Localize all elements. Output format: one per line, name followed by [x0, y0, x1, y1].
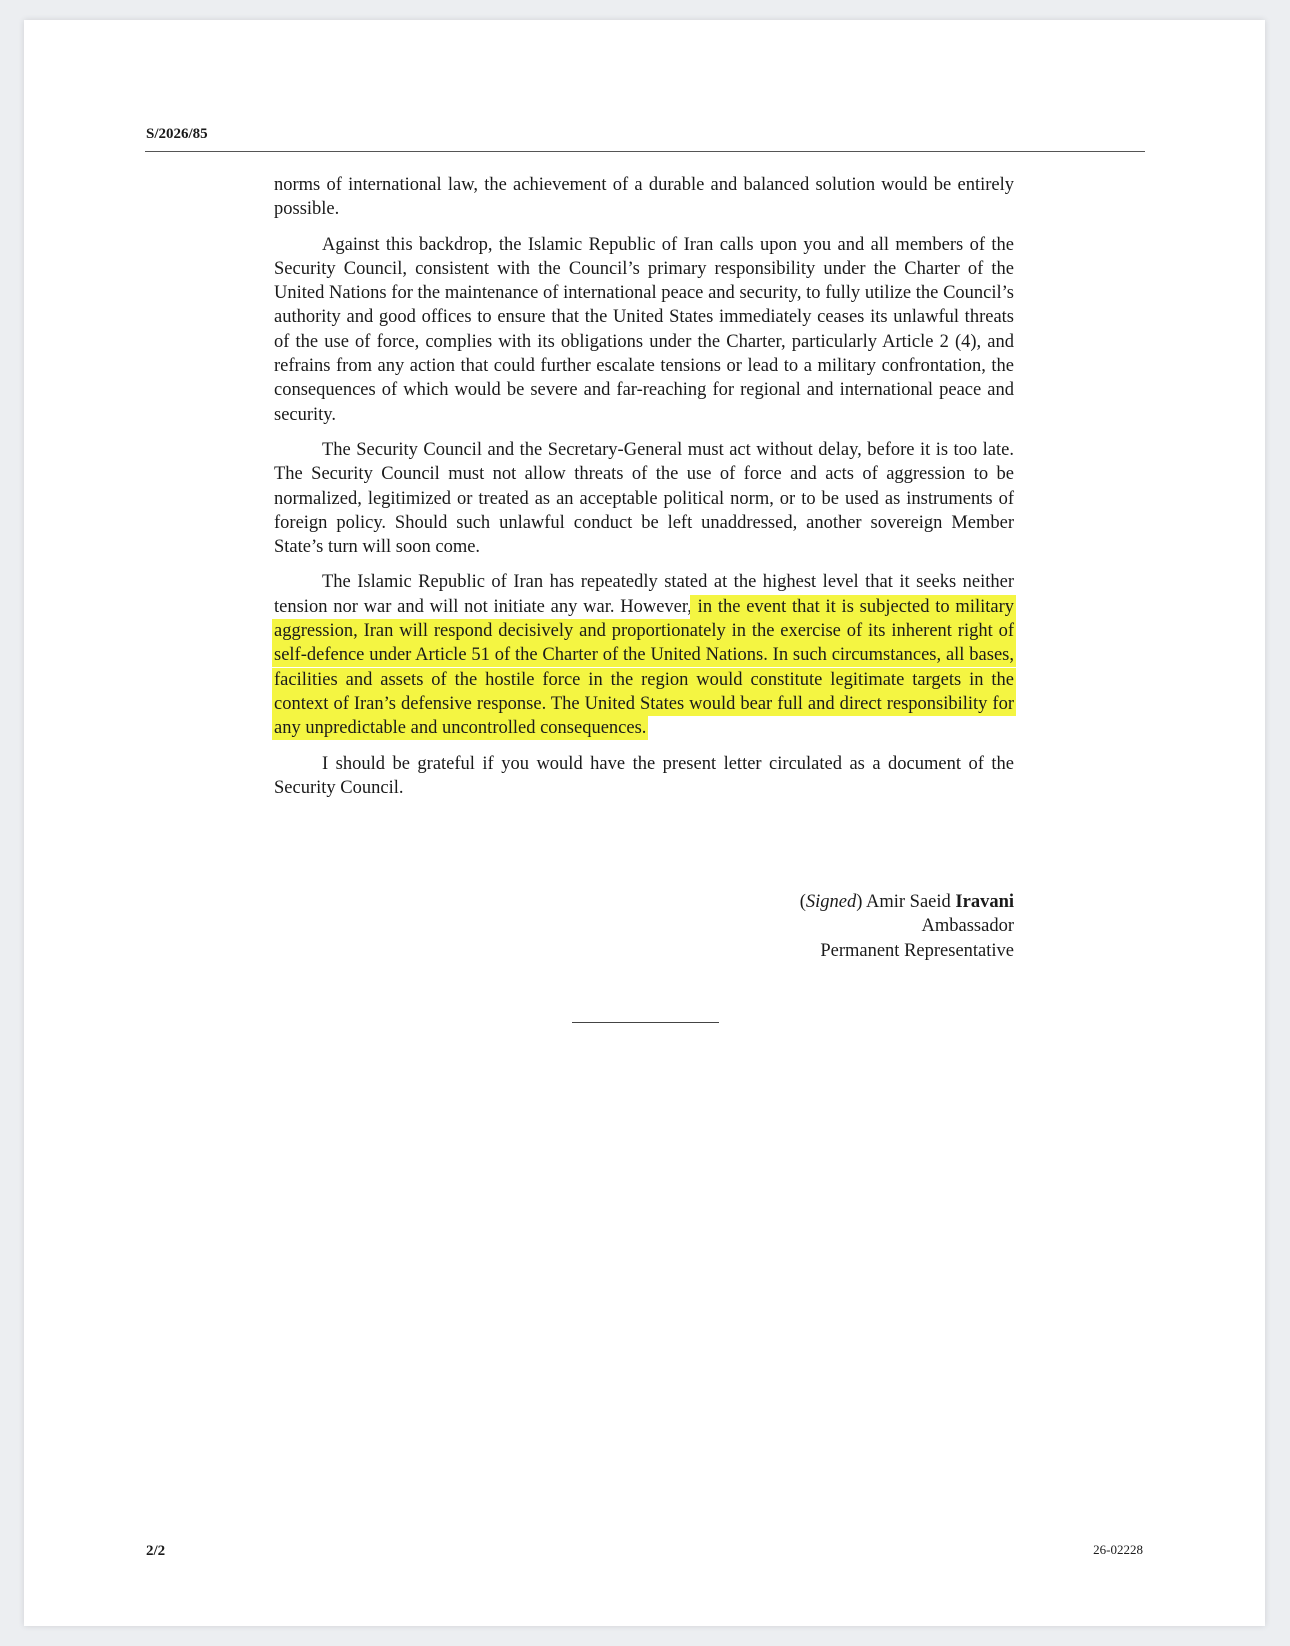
page-number: 2/2 — [146, 1543, 166, 1559]
paragraph-circulation-request: I should be grateful if you would have the present letter circulated as a document of the Security Council. — [274, 753, 1014, 798]
signatory-role: Permanent Representative — [820, 940, 1014, 961]
end-of-document-rule — [572, 1022, 719, 1023]
signature-block — [654, 890, 1014, 963]
paragraph-call-upon-council: Against this backdrop, the Islamic Republic of Iran calls upon you and all members of the Security Council, consistent with the Council’s primary responsibility under the Charter of the United Nations for the maintenance of international peace and security, to fully utilize the Council’s authority and good offices to ensure that the United States immediately ceases its unlawful threats of the use of force, complies with its obligations under the Charter, particularly Article 2 (4), and refrains from any action that could further escalate tensions or lead to a military confrontation, the consequences of which would be severe and far-reaching for regional and international peace and security. — [274, 234, 1014, 425]
letter-body — [274, 173, 1014, 811]
paragraph-continued: norms of international law, the achievement of a durable and balanced solution would be entirely possible. — [274, 175, 1014, 220]
paragraph-self-defence-intro: The Islamic Republic of Iran has repeatedly stated at the highest level that it seeks neither tension nor war and will not initiate any war. However, — [274, 572, 1014, 617]
signatory-title: Ambassador — [921, 916, 1014, 937]
signatory-first-names: Amir Saeid — [866, 892, 951, 912]
paragraph-self-defence — [274, 570, 1014, 740]
document-page — [24, 20, 1265, 1626]
document-job-number: 26-02228 — [1093, 1542, 1143, 1557]
paragraph-act-without-delay: The Security Council and the Secretary-General must act without delay, before it is too late. The Security Council must not allow threats of the use of force and acts of aggression to be normalized, legitimized or treated as an acceptable political norm, or to be used as instruments of foreign policy. Should such unlawful conduct be left unaddressed, another sovereign Member State’s turn will soon come. — [274, 439, 1014, 558]
signatory-surname: Iravani — [955, 892, 1014, 912]
signed-label: Signed — [805, 892, 857, 912]
document-symbol: S/2026/85 — [146, 126, 208, 142]
header-divider — [145, 151, 1145, 152]
signature-name-line: (Signed) Amir Saeid Iravani — [799, 892, 1014, 912]
highlighted-passage: in the event that it is subjected to military aggression, Iran will respond decisively and proportionately in the exercise of its inherent right of self-defence under Article 51 of the Charter of the United Nations. In such circumstances, all bases, facilities and assets of the hostile force in the region would constitute legitimate targets in the context of Iran’s defensive response. The United States would bear full and direct responsibility for any unpredictable and uncontrolled consequences. — [274, 596, 1014, 739]
